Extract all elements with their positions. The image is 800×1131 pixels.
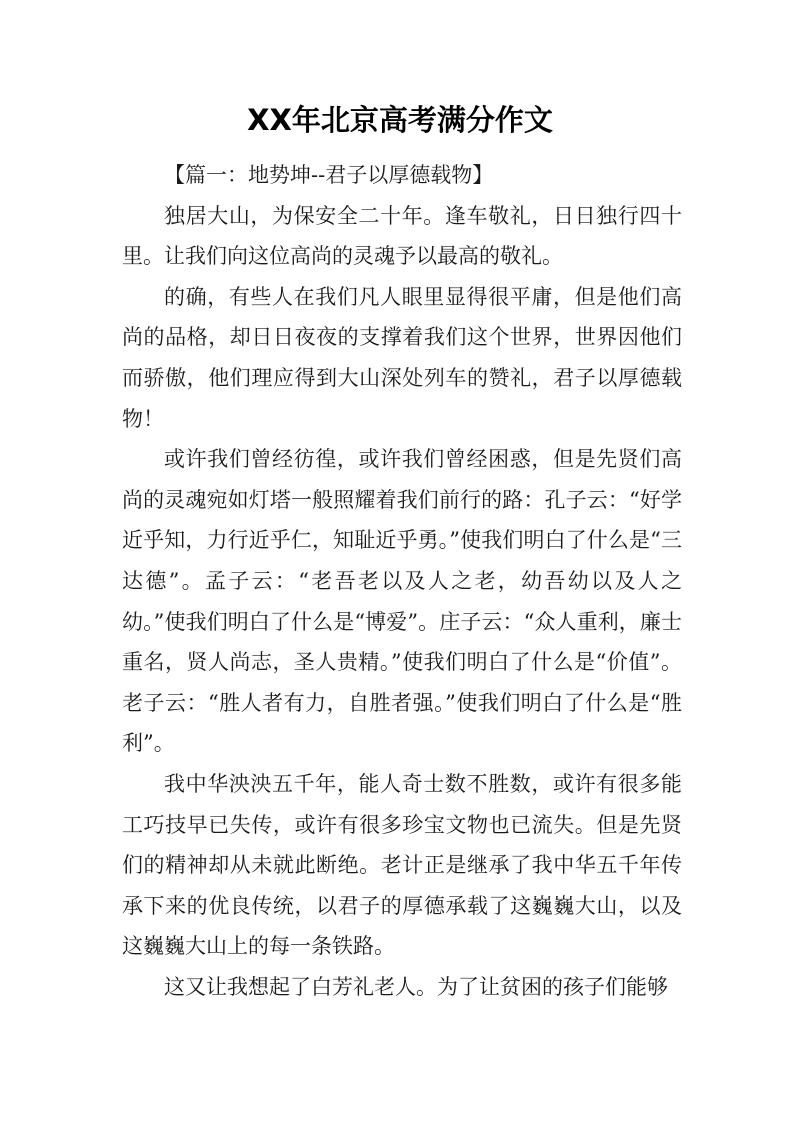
paragraph: 我中华泱泱五千年，能人奇士数不胜数，或许有很多能工巧技早已失传，或许有很多珍宝文物也已流失。但是先贤们的精神却从未就此断绝。老计正是继承了我中华五千年传承下来的优良传统，以君子的厚德承载了这巍巍大山，以及这巍巍大山上的每一条铁路。 [122,771,682,959]
paragraph: 或许我们曾经彷徨，或许我们曾经困惑，但是先贤们高尚的灵魂宛如灯塔一般照耀着我们前行的路：孔子云：“好学近乎知，力行近乎仁，知耻近乎勇。”使我们明白了什么是“三达德”。孟子云：“老吾老以及人之老，幼吾幼以及人之幼。”使我们明白了什么是“博爱”。庄子云：“众人重利，廉士重名，贤人尚志，圣人贵精。”使我们明白了什么是“价值”。老子云：“胜人者有力，自胜者强。”使我们明白了什么是“胜利”。 [122,447,682,756]
section-heading: 【篇一：地势坤--君子以厚德载物】 [164,163,494,187]
paragraph: 独居大山，为保安全二十年。逢车敬礼，日日独行四十里。让我们向这位高尚的灵魂予以最高的敬礼。 [122,203,682,269]
document-title: XX年北京高考满分作文 [247,103,553,137]
paragraph: 的确，有些人在我们凡人眼里显得很平庸，但是他们高尚的品格，却日日夜夜的支撑着我们这个世界，世界因他们而骄傲，他们理应得到大山深处列车的赞礼，君子以厚德载物！ [122,284,682,431]
document-body [122,155,682,1007]
paragraph: 这又让我想起了白芳礼老人。为了让贫困的孩子们能够 [164,974,668,999]
